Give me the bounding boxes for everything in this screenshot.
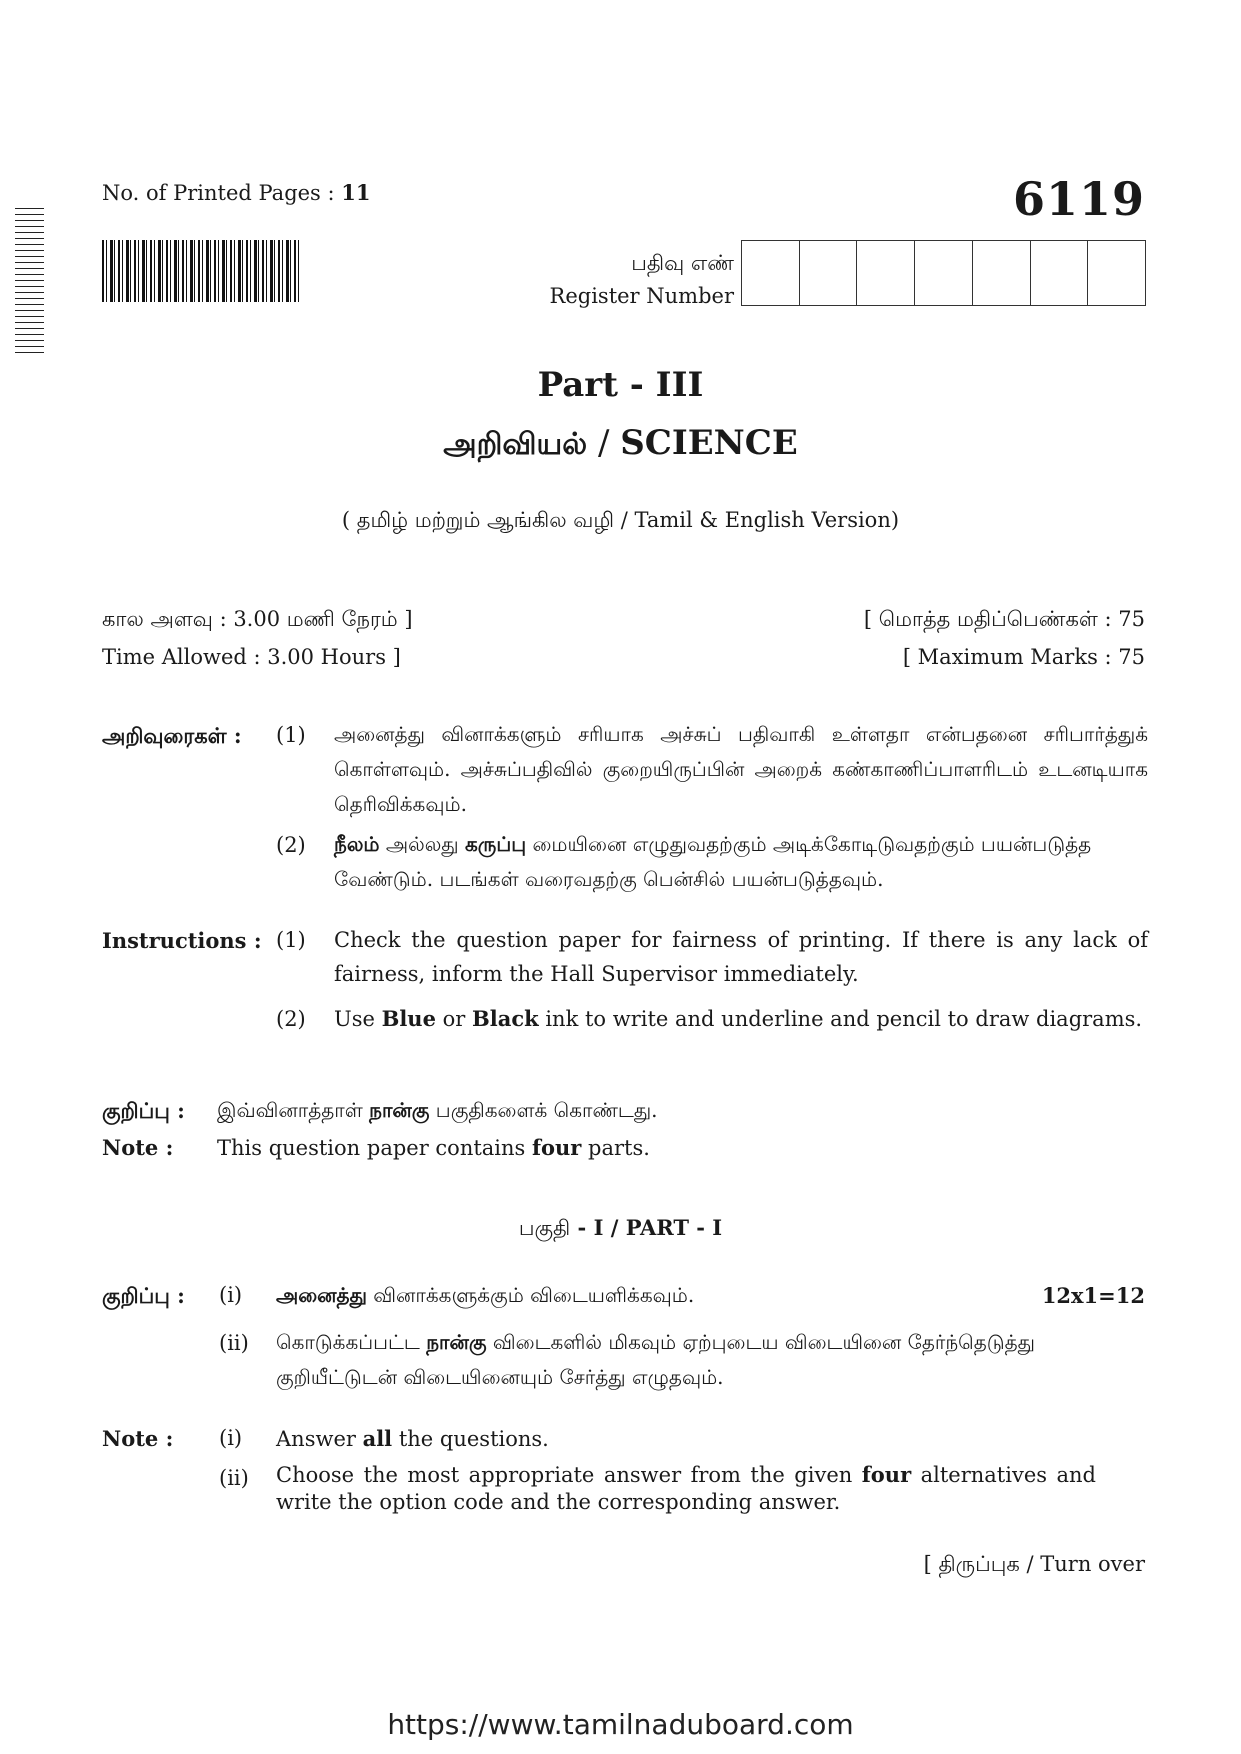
register-digit-box[interactable]: [1031, 241, 1089, 305]
part-one-marks: 12x1=12: [1041, 1283, 1145, 1308]
instruction-english-text: [334, 1002, 1148, 1036]
register-digit-box[interactable]: [800, 241, 858, 305]
part-one-heading-tamil: பகுதி: [518, 1216, 571, 1240]
ink-black-tamil: கருப்பு: [465, 832, 527, 856]
register-label-english: Register Number: [549, 284, 734, 308]
ink-blue: Blue: [381, 1006, 436, 1031]
note-text-bold: four: [532, 1135, 582, 1160]
instruction-english-text: Check the question paper for fairness of printing. If there is any lack of fairness, inform the Hall Supervisor immediately.: [334, 928, 1148, 986]
part-one-item-num: (i): [219, 1426, 243, 1450]
register-number-label: [520, 247, 734, 313]
note-text-post: பகுதிகளைக் கொண்டது.: [429, 1098, 658, 1122]
subject-english: SCIENCE: [620, 423, 798, 463]
part-one-item-num: (ii): [219, 1466, 249, 1490]
turn-over: [ திருப்புக / Turn over: [923, 1552, 1145, 1576]
item-rest: alternatives and write the option code and the corresponding answer.: [276, 1463, 1096, 1514]
note-text-english: [217, 1135, 650, 1160]
item-pre: Choose the most appropriate answer from the given: [276, 1463, 862, 1487]
instruction-english-num: (1): [276, 928, 306, 952]
part-one-item-text: [276, 1426, 549, 1451]
register-digit-box[interactable]: [915, 241, 973, 305]
connector-text: or: [435, 1007, 472, 1031]
register-digit-box[interactable]: [973, 241, 1031, 305]
item-bold: four: [861, 1462, 912, 1487]
instructions-english-label: Instructions :: [102, 928, 262, 953]
connector-text: அல்லது: [379, 832, 466, 856]
time-tamil: கால அளவு : 3.00 மணி நேரம் ]: [102, 607, 413, 631]
footer-url[interactable]: https://www.tamilnaduboard.com: [387, 1708, 854, 1741]
version-line: ( தமிழ் மற்றும் ஆங்கில வழி / Tamil & English Version): [341, 508, 900, 532]
time-english: Time Allowed : 3.00 Hours ]: [102, 645, 401, 669]
part-one-item-text: [276, 1283, 694, 1310]
part-one-item-num: (i): [219, 1283, 243, 1307]
subject-tamil: அறிவியல்: [443, 427, 588, 462]
marks-tamil: [ மொத்த மதிப்பெண்கள் : 75: [863, 607, 1145, 631]
item-rest: விடைகளில் மிகவும் ஏற்புடைய விடையினை தேர்ந்தெடுத்து குறியீட்டுடன் விடையினையும் சேர்த்து எழுதவும்.: [276, 1330, 1035, 1389]
note-text-tamil: [217, 1098, 658, 1125]
register-digit-box[interactable]: [857, 241, 915, 305]
register-digit-box[interactable]: [742, 241, 800, 305]
item-pre: கொடுக்கப்பட்ட: [276, 1330, 427, 1354]
barcode: [102, 240, 302, 302]
part-title: Part - III: [537, 365, 704, 405]
note-label-english: Note :: [102, 1135, 174, 1160]
margin-registration-mark: [15, 208, 44, 356]
note-label-tamil: குறிப்பு :: [102, 1098, 185, 1123]
register-number-boxes[interactable]: [741, 240, 1146, 306]
instructions-tamil-label: அறிவுரைகள் :: [102, 723, 242, 748]
part-one-heading-english: - I / PART - I: [570, 1215, 723, 1240]
instruction-pre: Use: [334, 1007, 382, 1031]
part-one-item-text: [276, 1461, 1096, 1516]
marks-english: [ Maximum Marks : 75: [902, 645, 1145, 669]
item-bold: நான்கு: [426, 1330, 487, 1354]
subject-separator: /: [597, 423, 610, 463]
printed-pages-value: 11: [341, 180, 371, 205]
item-rest: the questions.: [392, 1427, 549, 1451]
register-digit-box[interactable]: [1088, 241, 1145, 305]
instruction-tamil-num: (2): [276, 833, 306, 857]
instruction-tamil-text: [334, 827, 1148, 897]
instruction-rest: மையினை எழுதுவதற்கும் அடிக்கோடிடுவதற்கும் பயன்படுத்த வேண்டும். படங்கள் வரைவதற்கு பென்சில் பயன்படுத்தவும்.: [334, 832, 1092, 891]
item-pre: Answer: [276, 1427, 363, 1451]
note-text-post: parts.: [581, 1136, 650, 1160]
item-bold: all: [362, 1426, 393, 1451]
part-one-item-text: [276, 1325, 1096, 1395]
part-one-heading: [0, 1215, 1241, 1243]
register-label-tamil: பதிவு எண்: [631, 251, 734, 275]
item-rest: வினாக்களுக்கும் விடையளிக்கவும்.: [366, 1283, 695, 1307]
ink-blue-tamil: நீலம்: [334, 832, 380, 856]
part-one-note-label-english: Note :: [102, 1426, 174, 1451]
ink-black: Black: [471, 1006, 539, 1031]
subject-title: [0, 423, 1241, 466]
note-text-pre: இவ்வினாத்தாள்: [217, 1098, 370, 1122]
item-bold: அனைத்து: [276, 1283, 367, 1307]
instruction-tamil-text: அனைத்து வினாக்களும் சரியாக அச்சுப் பதிவாகி உள்ளதா என்பதனை சரிபார்த்துக் கொள்ளவும். அச்சுப்பதிவில் குறையிருப்பின் அறைக் கண்காணிப்பாளரிடம் உடனடியாக தெரிவிக்கவும்.: [334, 722, 1148, 816]
part-one-note-label-tamil: குறிப்பு :: [102, 1283, 185, 1308]
note-text-pre: This question paper contains: [217, 1136, 532, 1160]
printed-pages: [102, 180, 371, 205]
printed-pages-label: No. of Printed Pages :: [102, 181, 335, 205]
instruction-tamil-num: (1): [276, 723, 306, 747]
instruction-rest: ink to write and underline and pencil to draw diagrams.: [538, 1007, 1143, 1031]
paper-code: 6119: [1012, 172, 1145, 226]
instruction-english-num: (2): [276, 1007, 306, 1031]
part-one-item-num: (ii): [219, 1331, 249, 1355]
note-text-bold: நான்கு: [369, 1098, 430, 1122]
